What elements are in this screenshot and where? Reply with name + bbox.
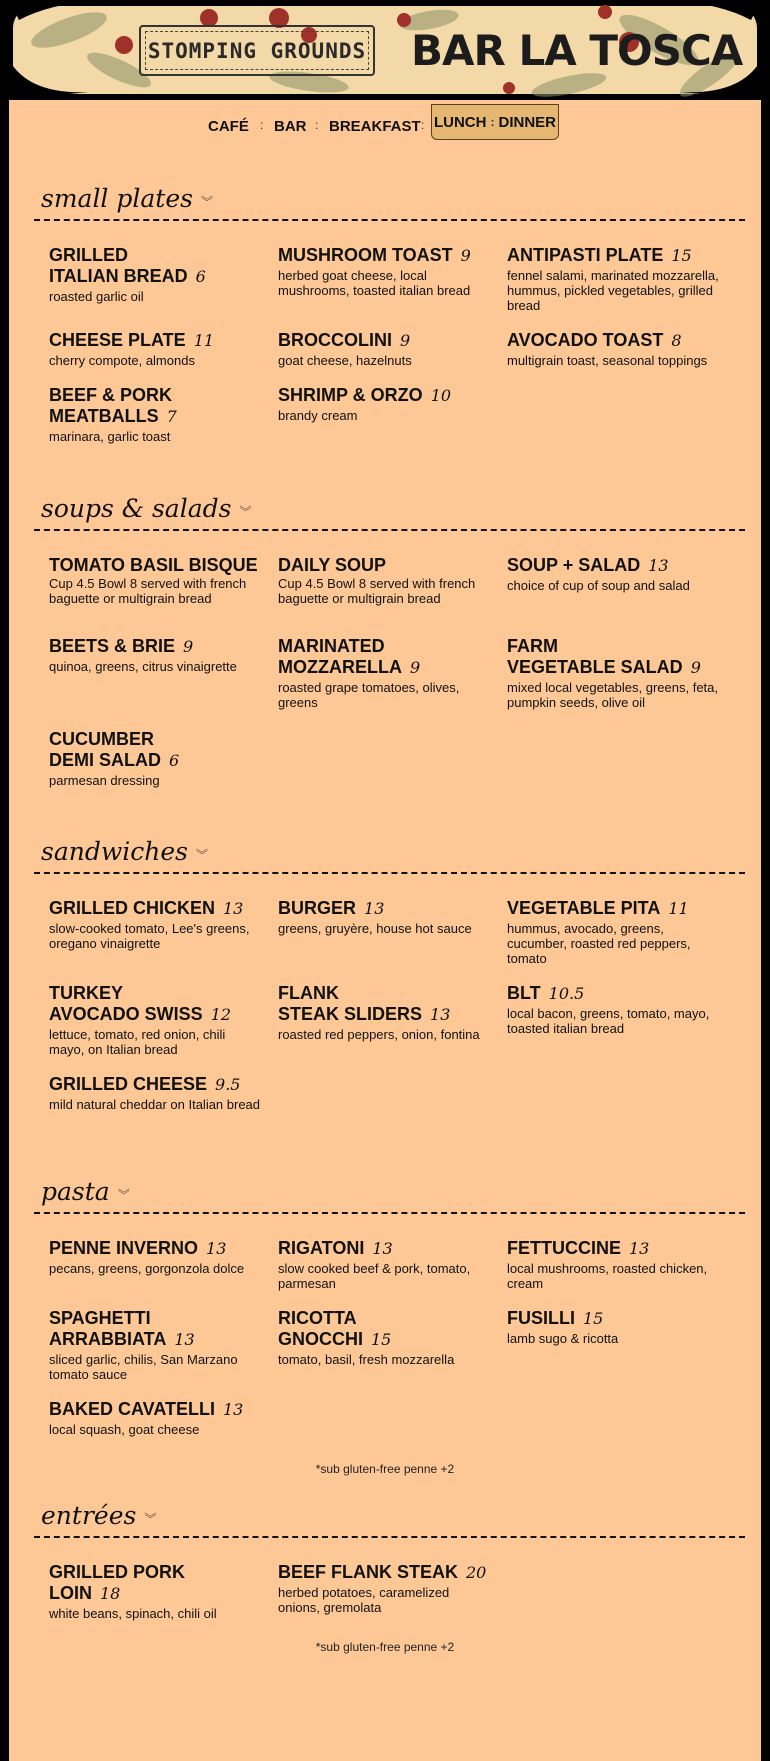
- menu-nav: [9, 104, 761, 144]
- menu-item: [278, 385, 490, 423]
- item-description: multigrain toast, seasonal toppings: [507, 353, 708, 368]
- menu-item: [278, 330, 490, 368]
- menu-page: [9, 0, 761, 1761]
- section-divider: [34, 1536, 745, 1538]
- item-name: CHEESE PLATE 11: [49, 330, 215, 350]
- item-price: 13: [174, 1330, 195, 1349]
- item-description: parmesan dressing: [49, 773, 160, 788]
- header-banner: [9, 0, 761, 100]
- item-price: 15: [583, 1309, 604, 1328]
- item-price: 11: [193, 331, 215, 350]
- item-price: 9: [400, 331, 411, 350]
- item-price: 9: [409, 658, 421, 677]
- section-divider: [34, 529, 745, 531]
- item-description: pecans, greens, gorgonzola dolce: [49, 1261, 245, 1276]
- item-price: 15: [371, 1330, 392, 1349]
- menu-item: [278, 1308, 490, 1367]
- item-name-ricotta-gnocchi: RICOTTA GNOCCHI 15: [278, 1308, 392, 1349]
- item-price: 13: [372, 1239, 393, 1258]
- item-description: herbed potatoes, caramelized onions, gremolata: [278, 1585, 450, 1615]
- menu-item: [507, 245, 719, 313]
- menu-item: [507, 1238, 719, 1291]
- chevron-down-icon: ︾: [200, 195, 213, 209]
- item-name: GRILLED PORK LOIN 18: [49, 1562, 186, 1603]
- item-name: ANTIPASTI PLATE 15: [507, 245, 692, 265]
- section-title: entrées: [41, 1501, 137, 1530]
- item-name-beef-pork-meatballs: BEEF & PORK MEATBALLS 7: [49, 385, 177, 426]
- item-description: roasted grape tomatoes, olives, greens: [278, 680, 460, 710]
- item-name-flank-steak-sliders: FLANK STEAK SLIDERS 13: [278, 983, 451, 1024]
- item-price: 11: [668, 899, 689, 918]
- menu-item: [49, 1074, 261, 1112]
- menu-item: [278, 636, 490, 710]
- item-name-spaghetti-arrabbiata: SPAGHETTI ARRABBIATA 13: [49, 1308, 195, 1349]
- nav-lunch-label: LUNCH: [433, 113, 487, 131]
- item-price: 10: [430, 386, 452, 405]
- item-name: TOMATO BASIL BISQUE: [49, 555, 258, 575]
- item-name: FUSILLI 15: [507, 1308, 604, 1328]
- gluten-free-note: *sub gluten-free penne +2: [315, 1462, 455, 1476]
- item-name-marinated-mozzarella: MARINATED MOZZARELLA 9: [278, 636, 421, 677]
- item-price: 13: [223, 899, 244, 918]
- menu-item: [507, 330, 719, 368]
- nav-dinner-label: DINNER: [498, 113, 556, 131]
- stomping-grounds-logo[interactable]: [139, 25, 375, 76]
- item-description: brandy cream: [278, 408, 358, 423]
- item-price: 6: [169, 751, 180, 770]
- item-name: BURGER 13: [278, 898, 385, 918]
- menu-item: [49, 1308, 261, 1382]
- nav-separator: :: [315, 118, 319, 132]
- nav-item-bar[interactable]: BAR: [274, 118, 307, 135]
- item-name: PENNE INVERNO 13: [49, 1238, 227, 1258]
- section-heading-sandwiches[interactable]: [41, 830, 208, 866]
- item-price: 9: [690, 658, 701, 677]
- item-description: lamb sugo & ricotta: [507, 1331, 619, 1346]
- chevron-down-icon: ︾: [239, 505, 252, 519]
- chevron-down-icon: ︾: [195, 848, 208, 862]
- section-heading-soups-salads[interactable]: [41, 487, 251, 523]
- item-price: 13: [648, 556, 669, 575]
- menu-item: [507, 983, 719, 1036]
- logo-text: STOMPING GROUNDS: [147, 38, 367, 63]
- item-description: white beans, spinach, chili oil: [49, 1606, 217, 1621]
- item-name: BEEF FLANK STEAK 20: [278, 1562, 487, 1582]
- nav-separator: :: [260, 118, 264, 132]
- item-description: herbed goat cheese, local mushrooms, toasted italian bread: [278, 268, 471, 298]
- item-description: slow cooked beef & pork, tomato, parmesan: [278, 1261, 471, 1291]
- item-description: Cup 4.5 Bowl 8 served with french baguette or multigrain bread: [278, 576, 476, 606]
- menu-item: [278, 983, 490, 1042]
- section-heading-small-plates[interactable]: [41, 177, 213, 213]
- item-name: BEETS & BRIE 9: [49, 636, 194, 656]
- item-description: mild natural cheddar on Italian bread: [49, 1097, 261, 1112]
- item-description: quinoa, greens, citrus vinaigrette: [49, 659, 237, 674]
- menu-item: [278, 245, 490, 298]
- chevron-down-icon: ︾: [144, 1512, 157, 1526]
- menu-item: [278, 1238, 490, 1291]
- item-description: roasted garlic oil: [49, 289, 144, 304]
- menu-item: [49, 555, 261, 606]
- item-name: MUSHROOM TOAST 9: [278, 245, 471, 265]
- menu-item: [278, 1562, 490, 1615]
- item-price: 9: [183, 637, 194, 656]
- item-name: SHRIMP & ORZO 10: [278, 385, 452, 405]
- nav-separator: :: [490, 115, 495, 129]
- item-description: local bacon, greens, tomato, mayo, toasted italian bread: [507, 1006, 710, 1036]
- item-name: SOUP + SALAD 13: [507, 555, 669, 575]
- menu-item: [507, 1308, 719, 1346]
- item-price: 12: [210, 1005, 232, 1024]
- item-name: DAILY SOUP: [278, 555, 387, 575]
- menu-item: [49, 983, 261, 1057]
- section-title: small plates: [41, 184, 193, 213]
- chevron-down-icon: ︾: [117, 1188, 130, 1202]
- menu-item: [49, 898, 261, 951]
- gluten-free-note: *sub gluten-free penne +2: [315, 1640, 455, 1654]
- item-description: cherry compote, almonds: [49, 353, 195, 368]
- item-name: BROCCOLINI 9: [278, 330, 411, 350]
- item-name: BLT 10.5: [507, 983, 585, 1003]
- item-price: 9: [460, 246, 471, 265]
- menu-item: [507, 636, 719, 710]
- nav-item-breakfast[interactable]: BREAKFAST: [329, 118, 421, 135]
- item-price: 6: [195, 267, 206, 286]
- item-price: 13: [430, 1005, 451, 1024]
- item-price: 13: [364, 899, 385, 918]
- nav-separator: :: [421, 118, 425, 132]
- menu-item: [507, 898, 719, 966]
- menu-item: [49, 330, 261, 368]
- item-name: AVOCADO TOAST 8: [507, 330, 682, 350]
- menu-item: [49, 1562, 261, 1621]
- menu-item: [278, 898, 490, 936]
- nav-item-cafe[interactable]: CAFÉ: [208, 118, 249, 135]
- item-name-cucumber-demi-salad: CUCUMBER DEMI SALAD 6: [49, 729, 180, 770]
- item-price: 9.5: [215, 1075, 241, 1094]
- section-heading-pasta[interactable]: [41, 1170, 130, 1206]
- section-divider: [34, 1212, 745, 1214]
- item-price: 13: [223, 1400, 244, 1419]
- section-title: pasta: [41, 1177, 110, 1206]
- item-description: roasted red peppers, onion, fontina: [278, 1027, 480, 1042]
- item-description: greens, gruyère, house hot sauce: [278, 921, 472, 936]
- item-name-turkey-avocado-swiss: TURKEY AVOCADO SWISS 12: [49, 983, 232, 1024]
- section-title: sandwiches: [41, 837, 188, 866]
- item-description: tomato, basil, fresh mozzarella: [278, 1352, 455, 1367]
- item-description: Cup 4.5 Bowl 8 served with french baguette or multigrain bread: [49, 576, 247, 606]
- bar-la-tosca-title[interactable]: BAR LA TOSCA: [411, 26, 743, 75]
- item-description: local squash, goat cheese: [49, 1422, 200, 1437]
- nav-item-lunch-dinner[interactable]: [431, 104, 559, 140]
- item-name: GRILLED CHICKEN 13: [49, 898, 244, 918]
- item-description: hummus, avocado, greens, cucumber, roasted red peppers, tomato: [507, 921, 691, 966]
- item-name: BAKED CAVATELLI 13: [49, 1399, 244, 1419]
- section-divider: [34, 219, 745, 221]
- item-name: FETTUCCINE 13: [507, 1238, 650, 1258]
- item-description: choice of cup of soup and salad: [507, 578, 690, 593]
- item-description: slow-cooked tomato, Lee's greens, oregano vinaigrette: [49, 921, 250, 951]
- item-name-farm-vegetable-salad: FARM VEGETABLE SALAD 9: [507, 636, 701, 677]
- item-name-grilled-italian-bread: GRILLED ITALIAN BREAD 6: [49, 245, 206, 286]
- menu-item: [49, 245, 261, 304]
- item-price: 13: [206, 1239, 227, 1258]
- menu-item: [49, 1399, 261, 1437]
- item-name: RIGATONI 13: [278, 1238, 393, 1258]
- item-name: VEGETABLE PITA 11: [507, 898, 689, 918]
- item-name: GRILLED CHEESE 9.5: [49, 1074, 241, 1094]
- section-divider: [34, 872, 745, 874]
- item-description: sliced garlic, chilis, San Marzano tomato sauce: [49, 1352, 238, 1382]
- item-price: 10.5: [548, 984, 585, 1003]
- menu-item: [49, 636, 261, 674]
- item-price: 8: [671, 331, 682, 350]
- item-description: fennel salami, marinated mozzarella, hummus, pickled vegetables, grilled bread: [507, 268, 719, 313]
- item-description: goat cheese, hazelnuts: [278, 353, 412, 368]
- menu-item: [49, 385, 261, 444]
- item-price: 15: [671, 246, 692, 265]
- item-price: 13: [629, 1239, 650, 1258]
- item-description: marinara, garlic toast: [49, 429, 171, 444]
- item-description: mixed local vegetables, greens, feta, pumpkin seeds, olive oil: [507, 680, 719, 710]
- item-price: 20: [466, 1563, 487, 1582]
- menu-item: [49, 1238, 261, 1276]
- item-description: lettuce, tomato, red onion, chili mayo, on Italian bread: [49, 1027, 226, 1057]
- menu-item: [49, 729, 261, 788]
- section-heading-entrees[interactable]: [41, 1494, 156, 1530]
- item-price: 18: [100, 1584, 121, 1603]
- item-price: 7: [166, 407, 177, 426]
- item-description: local mushrooms, roasted chicken, cream: [507, 1261, 708, 1291]
- menu-item: [278, 555, 490, 606]
- menu-item: [507, 555, 719, 593]
- section-title: soups & salads: [41, 494, 232, 523]
